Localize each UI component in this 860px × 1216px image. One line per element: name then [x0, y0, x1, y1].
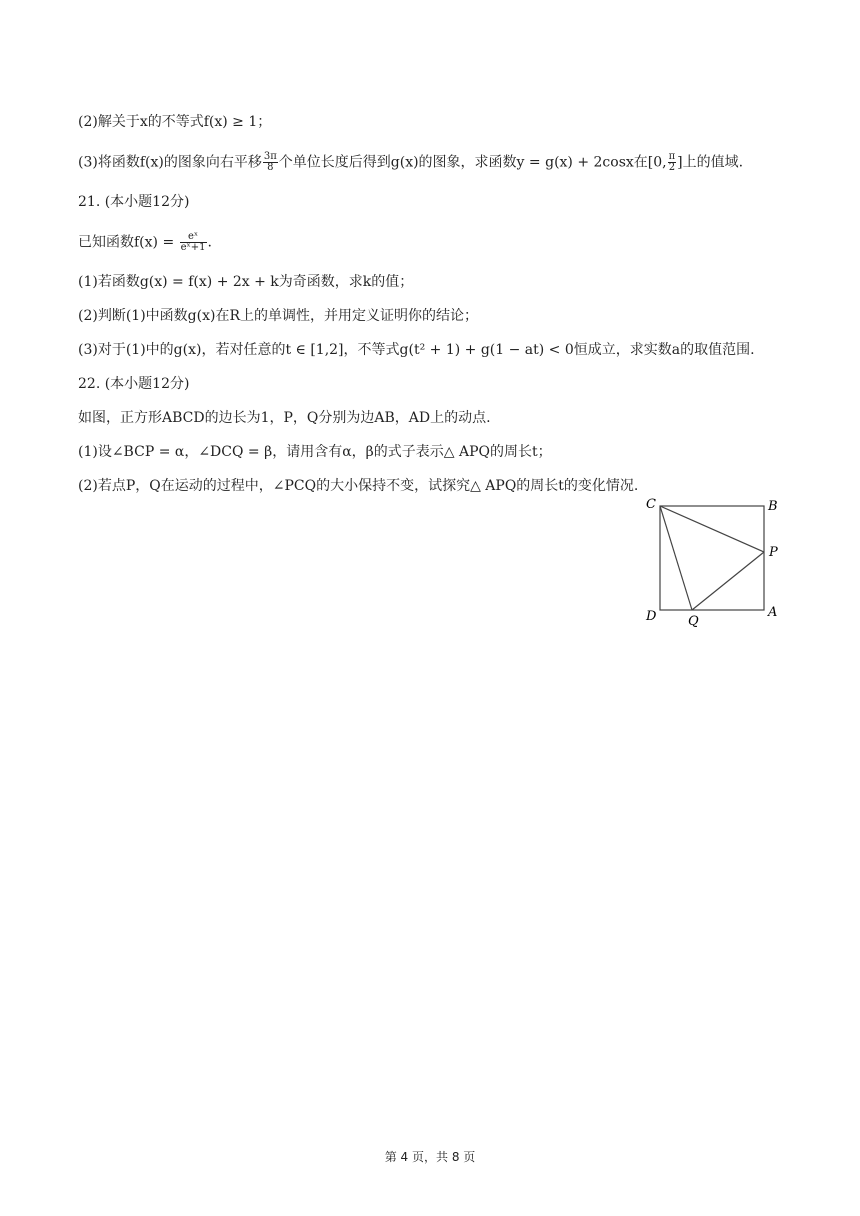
- q20-part2: (2)解关于x的不等式f(x) ≥ 1；: [78, 114, 272, 130]
- label-a: A: [768, 605, 778, 620]
- q22-part2: (2)若点P，Q在运动的过程中，∠PCQ的大小保持不变，试探究△ APQ的周长t的变化情况.: [78, 478, 639, 494]
- segment-pq: [692, 552, 764, 610]
- q20-part3-post: ]上的值域.: [677, 154, 744, 171]
- fraction-3pi-8: [263, 152, 278, 173]
- fraction-denominator: 8: [267, 162, 274, 173]
- q22-heading: 22. (本小题12分): [78, 376, 190, 392]
- segment-cp: [660, 506, 764, 552]
- page-footer: 第 4 页，共 8 页: [384, 1150, 476, 1164]
- q21-part2: (2)判断(1)中函数g(x)在R上的单调性，并用定义证明你的结论；: [78, 308, 478, 324]
- q22-intro: 如图，正方形ABCD的边长为1，P，Q分别为边AB，AD上的动点.: [78, 410, 491, 426]
- q20-part3-mid: 个单位长度后得到g(x)的图象，求函数y = g(x) + 2cosx在[0,: [278, 154, 667, 171]
- fraction-denominator: 2: [668, 162, 676, 173]
- label-b: B: [768, 499, 778, 514]
- label-p: P: [769, 545, 778, 560]
- label-c: C: [646, 497, 656, 512]
- square-abcd-figure: [640, 492, 790, 632]
- q22-part1: (1)设∠BCP = α，∠DCQ = β，请用含有α，β的式子表示△ APQ的周长t；: [78, 444, 552, 460]
- q21-intro-pre: 已知函数f(x) =: [78, 234, 179, 251]
- q21-intro: [78, 232, 212, 253]
- q21-part3: (3)对于(1)中的g(x)，若对任意的t ∈ [1,2]，不等式g(t² + 1) + g(1 − at) < 0恒成立，求实数a的取值范围.: [78, 342, 755, 358]
- q21-part1: (1)若函数g(x) = f(x) + 2x + k为奇函数，求k的值；: [78, 274, 414, 290]
- segment-cq: [660, 506, 692, 610]
- fraction-pi-2: [668, 152, 677, 173]
- q20-part3: [78, 152, 743, 173]
- q20-part3-pre: (3)将函数f(x)的图象向右平移: [78, 154, 262, 171]
- fraction-ex-over-ex-plus-1: [180, 232, 207, 253]
- fraction-numerator: eˣ: [180, 232, 207, 243]
- fraction-numerator: 3π: [263, 151, 277, 162]
- q21-heading: 21. (本小题12分): [78, 194, 190, 210]
- label-d: D: [646, 609, 657, 624]
- q21-intro-post: .: [207, 234, 212, 251]
- label-q: Q: [688, 614, 699, 629]
- fraction-numerator: π: [668, 151, 676, 162]
- fraction-denominator: eˣ+1: [180, 242, 206, 253]
